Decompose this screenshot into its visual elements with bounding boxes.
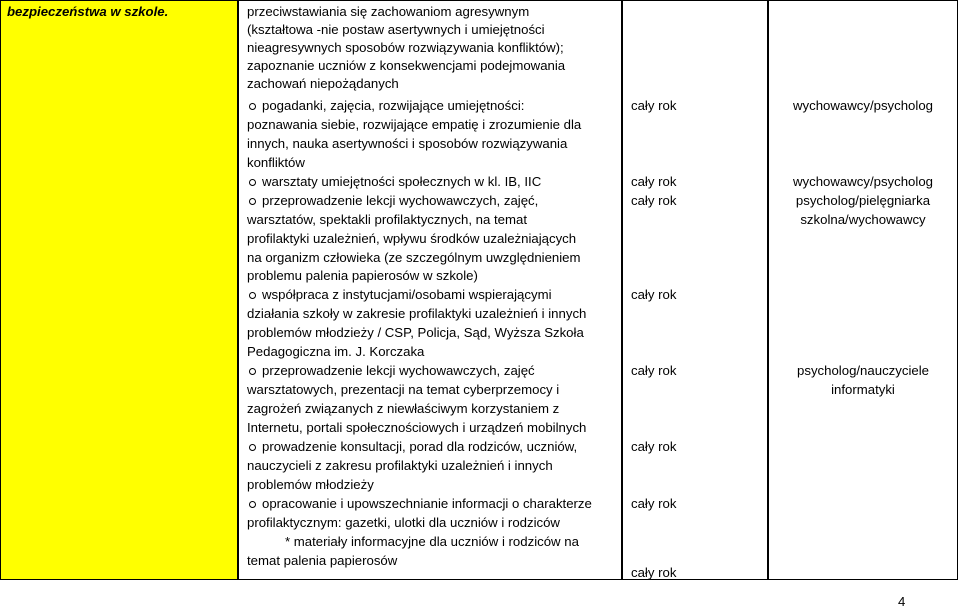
bullet-icon xyxy=(249,179,256,186)
bullet-icon xyxy=(249,103,256,110)
task-line: pogadanki, zajęcia, rozwijające umiejętności: xyxy=(262,98,525,113)
task-line: nieagresywnych sposobów rozwiązywania konfliktów); xyxy=(247,40,564,55)
responsible-column-cell xyxy=(768,0,958,580)
task-line: zagrożeń związanych z niewłaściwym korzystaniem z xyxy=(247,401,560,416)
task-line: przeprowadzenie lekcji wychowawczych, zajęć, xyxy=(262,193,539,208)
responsible-text: wychowawcy/psycholog xyxy=(793,98,933,113)
page-number: 4 xyxy=(898,594,906,609)
deadline-text: cały rok xyxy=(631,565,677,580)
task-line: opracowanie i upowszechnianie informacji o charakterze xyxy=(262,496,592,511)
deadline-text: cały rok xyxy=(631,363,677,378)
task-line: * materiały informacyjne dla uczniów i rodziców na xyxy=(285,534,579,549)
deadline-text: cały rok xyxy=(631,98,677,113)
task-line: zapoznanie uczniów z konsekwencjami podejmowania xyxy=(247,58,566,73)
responsible-text: wychowawcy/psycholog xyxy=(793,174,933,189)
task-line: współpraca z instytucjami/osobami wspierającymi xyxy=(262,287,552,302)
task-line: konfliktów xyxy=(247,155,305,170)
deadline-column-cell xyxy=(622,0,768,580)
task-line: działania szkoły w zakresie profilaktyki uzależnień i innych xyxy=(247,306,587,321)
deadline-text: cały rok xyxy=(631,439,677,454)
bullet-icon xyxy=(249,368,256,375)
task-line: temat palenia papierosów xyxy=(247,553,398,568)
deadline-text: cały rok xyxy=(631,496,677,511)
task-line: problemów młodzieży / CSP, Policja, Sąd, Wyższa Szkoła xyxy=(247,325,584,340)
task-line: przeprowadzenie lekcji wychowawczych, zajęć xyxy=(262,363,535,378)
deadline-text: cały rok xyxy=(631,193,677,208)
bullet-icon xyxy=(249,501,256,508)
deadline-text: cały rok xyxy=(631,287,677,302)
tasks-column-cell xyxy=(238,0,622,580)
task-line: problemów młodzieży xyxy=(247,477,374,492)
responsible-text: psycholog/nauczyciele xyxy=(797,363,929,378)
task-line: warsztatów, spektakli profilaktycznych, na temat xyxy=(247,212,527,227)
bullet-icon xyxy=(249,292,256,299)
bullet-icon xyxy=(249,198,256,205)
task-line: innych, nauka asertywności i sposobów rozwiązywania xyxy=(247,136,568,151)
task-line: profilaktycznym: gazetki, ulotki dla uczniów i rodziców xyxy=(247,515,560,530)
task-line: zachowań niepożądanych xyxy=(247,76,399,91)
task-line: Internetu, portali społecznościowych i urządzeń mobilnych xyxy=(247,420,587,435)
task-line: na organizm człowieka (ze szczególnym uwzględnieniem xyxy=(247,250,581,265)
task-line: nauczycieli z zakresu profilaktyki uzależnień i innych xyxy=(247,458,553,473)
task-line: Pedagogiczna im. J. Korczaka xyxy=(247,344,425,359)
task-line: poznawania siebie, rozwijające empatię i zrozumienie dla xyxy=(247,117,582,132)
task-line: problemu palenia papierosów w szkole) xyxy=(247,268,478,283)
bullet-icon xyxy=(249,444,256,451)
task-line: prowadzenie konsultacji, porad dla rodziców, uczniów, xyxy=(262,439,578,454)
task-line: przeciwstawiania się zachowaniom agresywnym xyxy=(247,4,530,19)
area-text: bezpieczeństwa w szkole. xyxy=(7,4,169,19)
deadline-text: cały rok xyxy=(631,174,677,189)
responsible-text: informatyki xyxy=(831,382,895,397)
task-line: (kształtowa -nie postaw asertywnych i umiejętności xyxy=(247,22,545,37)
area-column-cell xyxy=(0,0,238,580)
task-line: profilaktyki uzależnień, wpływu środków uzależniających xyxy=(247,231,577,246)
task-line: warsztaty umiejętności społecznych w kl. IB, IIC xyxy=(262,174,542,189)
responsible-text: szkolna/wychowawcy xyxy=(800,212,926,227)
task-line: warsztatowych, prezentacji na temat cyberprzemocy i xyxy=(247,382,560,397)
responsible-text: psycholog/pielęgniarka xyxy=(795,193,931,208)
